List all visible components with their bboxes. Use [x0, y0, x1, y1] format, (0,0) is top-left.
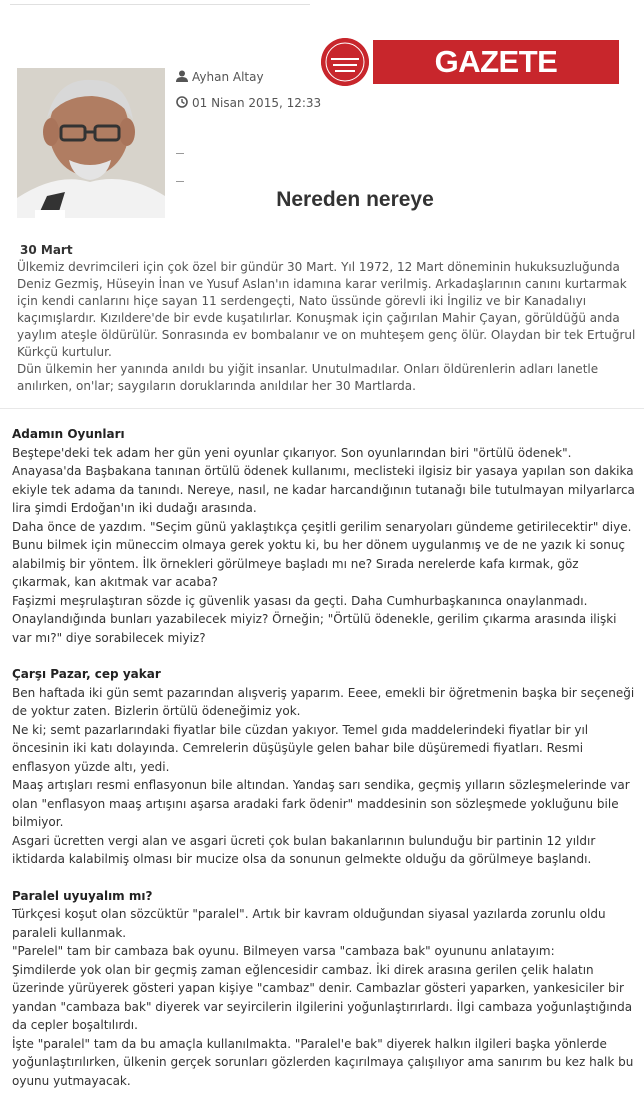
logo-badge-icon [321, 38, 369, 86]
logo-wordmark: GAZETE İSTANBUL [373, 40, 619, 84]
article-section [12, 425, 637, 647]
article-title: Nereden nereye [276, 188, 434, 211]
section-paragraph: Beştepe'deki tek adam her gün yeni oyunlar çıkarıyor. Son oyunlarından biri "örtülü ödenek". Anayasa'da Başbakana tanınan örtülü ödenek kullanımı, meclisteki ilgisiz bir yasaya yapılan son dakika ekiyle tek adama da tanındı. Nereye, nasıl, ne kadar harcandığının tutanağı bile tutulmayan milyarlarca lira şimdi Erdoğan'ın iki dudağı arasında. [12, 445, 635, 515]
section-paragraph: "Parelel" tam bir cambaza bak oyunu. Bilmeyen varsa "cambaza bak" oyununu anlatayım: [12, 944, 555, 958]
author-name[interactable]: Ayhan Altay [192, 70, 264, 84]
section-paragraph: Ne ki; semt pazarlarındaki fiyatlar bile cüzdan yakıyor. Temel gıda maddelerindeki fiyatlar bir yıl öncesinin iki katı dolayında. Cemrelerin düşüşüyle gelen bahar bile düşüremedi fiyatları. Resmi enflasyon yüzde altı, yedi. [12, 722, 589, 774]
article-intro [17, 242, 637, 395]
section-paragraph: Daha önce de yazdım. "Seçim günü yaklaştıkça çeşitli gerilim senaryoları gündeme getirilecektir" diye. Bunu bilmek için müneccim olmaya gerek yoktu ki, bu her dönem uygulanmış ve de ne yazık ki sonuç alabilmiş bir yöntem. İlk örnekleri görülmeye başladı mı ne? Sırada nerelerde kafa kırmak, göz çıkarmak, kan akıtmak var acaba? [12, 519, 632, 589]
section-paragraph: Şimdilerde yok olan bir geçmiş zaman eğlencesidir cambaz. İki direk arasına gerilen çelik halatın üzerinde yürüyerek gösteri yapan kişiye "cambaz" denir. Cambazlar gösteri yaparken, yankesiciler bir yandan "cambaza bak" diyerek var seyircilerin ilgilerini yoğunlaştırırlardı. İlgi cambaza yoğunlaştığında da cepler boşaltılırdı. [12, 962, 633, 1032]
section-paragraph: Türkçesi koşut olan sözcüktür "paralel". Artık bir kavram olduğundan siyasal yazılarda zorunlu oldu paraleli kullanmak. [12, 907, 606, 940]
article-body [12, 425, 637, 1090]
user-icon [176, 70, 188, 82]
article-section [12, 665, 637, 869]
date-row [176, 96, 321, 110]
clock-icon [176, 96, 188, 108]
publish-date: 01 Nisan 2015, 12:33 [192, 96, 322, 110]
section-paragraph: İşte "paralel" tam da bu amaçla kullanılmakta. "Paralel'e bak" diyerek halkın ilgileri başka yönlerde yoğunlaştırılırken, ülkenin gerçek sorunları gözlerden kaçırılmaya çalışılıyor ama sanırım bu kez halk bu oyunu yutmayacak. [12, 1036, 634, 1088]
section-divider [0, 408, 644, 409]
section-heading: Çarşı Pazar, cep yakar [12, 667, 161, 681]
section-paragraph: Maaş artışları resmi enflasyonun bile altından. Yandaş sarı sendika, geçmiş yılların sözleşmelerinde var olan "enflasyon maaş artışını aşarsa aradaki fark ödenir" maddesinin son sözleşmede yokluğunu bile bilmiyor. [12, 778, 630, 829]
section-heading: Adamın Oyunları [12, 427, 125, 441]
divider-tick [176, 153, 184, 154]
section-paragraph: Ben haftada iki gün semt pazarından alışveriş yaparım. Eeee, emekli bir öğretmenin başka bir seçeneği de yoktur zaten. Bizlerin örtülü ödeneğimiz yok. [12, 685, 635, 718]
intro-paragraph: Ülkemiz devrimcileri için çok özel bir gündür 30 Mart. Yıl 1972, 12 Mart döneminin hukuksuzluğunda Deniz Gezmiş, Hüseyin İnan ve Yusuf Aslan'ın idamına karar verilmiş. Arkadaşlarının canını kurtarmak için kendi canlarını hiçe sayan 11 serdengeçti, Nato üssünde görevli iki İngiliz ve bir Kanadalıyı kaçımışlardır. Kızıldere'de bir evde kuşatılırlar. Konuşmak için çağırılan Mahir Çayan, görüldüğü anda yaylım ateşle öldürülür. Sonrasında ev bombalanır ve on muhteşem genç ölür. Olaydan bir tek Ertuğrul Kürkçü kurtulur. [17, 260, 636, 359]
author-row [176, 70, 264, 84]
top-divider [10, 4, 310, 5]
section-spacer [12, 647, 637, 665]
section-paragraph: Faşizmi meşrulaştıran sözde iç güvenlik yasası da geçti. Daha Cumhurbaşkanınca onaylanmadı. Onaylandığında bunları yazabilecek miyiz? Örneğin; "Örtülü ödenekle, gerilim çıkarma arasında ilişki var mı?" diye sorabilecek miyiz? [12, 593, 617, 645]
intro-paragraph: Dün ülkemin her yanında anıldı bu yiğit insanlar. Unutulmadılar. Onları öldürenlerin adları lanetle anılırken, on'lar; saygıların doruklarında anıldılar her 30 Martlarda. [17, 362, 599, 393]
section-paragraph: Asgari ücretten vergi alan ve asgari ücreti çok bulan bakanlarının bulunduğu bir partinin 12 yıldır iktidarda kalabilmiş olması bir mucize olsa da sonunun gelmekte olduğu da görülmeye başlandı. [12, 833, 596, 866]
section-heading: Paralel uyuyalım mı? [12, 888, 153, 903]
divider-tick [176, 181, 184, 182]
section-spacer [12, 869, 637, 887]
article-section [12, 887, 637, 1091]
site-logo[interactable] [321, 38, 621, 123]
author-photo [17, 68, 165, 218]
intro-heading: 30 Mart [20, 243, 73, 257]
